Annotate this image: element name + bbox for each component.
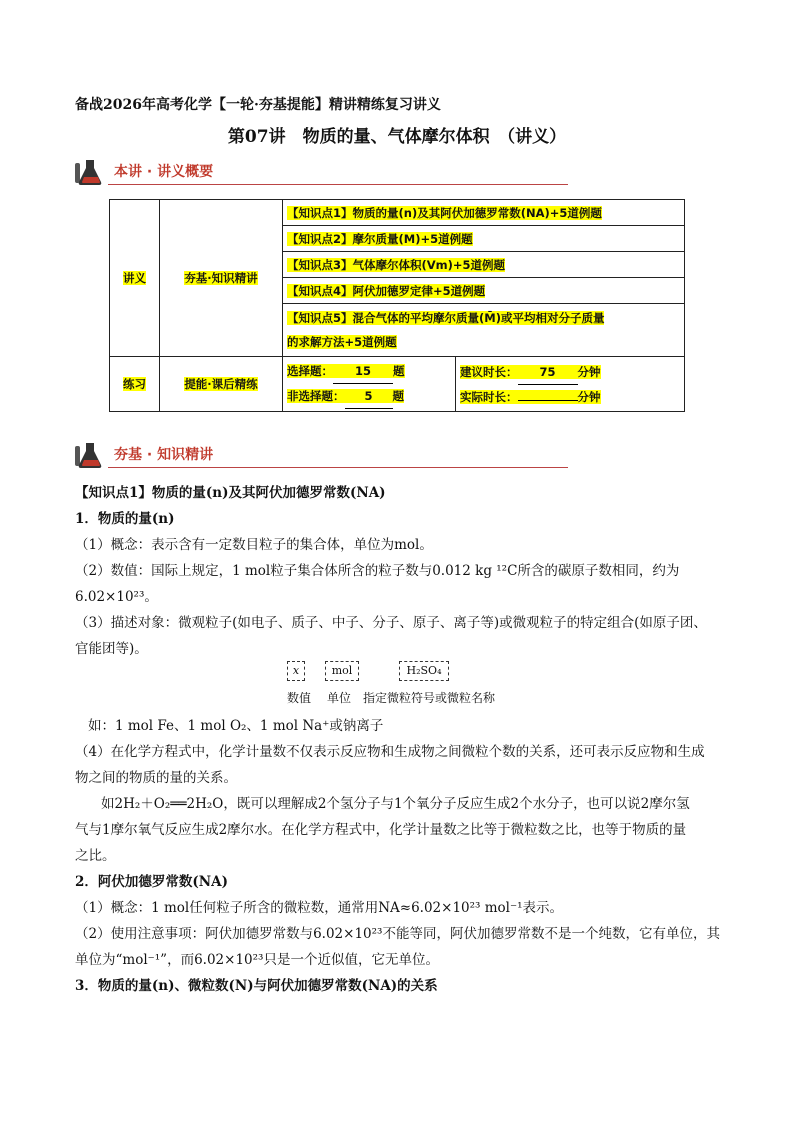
series-title: 备战2026年高考化学【一轮·夯基提能】精讲精练复习讲义 (75, 97, 441, 113)
kp3-label: 【知识点3】气体摩尔体积(Vm)+5道例题 (287, 257, 506, 272)
kp2-label: 【知识点2】摩尔质量(M)+5道例题 (287, 231, 473, 246)
group-cell (160, 200, 283, 357)
divider (108, 467, 568, 468)
kp4-label: 【知识点4】阿伏加德罗定律+5道例题 (287, 283, 486, 298)
paragraph: 官能团等)。 (75, 641, 148, 657)
actual-duration (460, 390, 601, 404)
row-label: 练习 (123, 377, 146, 391)
paragraph: 如2H₂＋O₂══2H₂O，既可以理解成2个氢分子与1个氧分子反应生成2个水分子，也可以说2摩尔氢 (101, 796, 690, 812)
particle-box: H₂SO₄ (399, 661, 449, 681)
question-count-cell (283, 357, 456, 412)
paragraph: 物之间的物质的量的关系。 (75, 770, 237, 786)
paragraph: 如：1 mol Fe、1 mol O₂、1 mol Na⁺或钠离子 (88, 718, 384, 734)
flask-icon (72, 157, 108, 187)
flask-icon (72, 440, 108, 470)
kp-cell (283, 252, 685, 278)
subheading-3: 3．物质的量(n)、微粒数(N)与阿伏加德罗常数(NA)的关系 (75, 978, 438, 994)
nonchoice-value: 5 (345, 384, 393, 409)
suggested-duration (460, 365, 601, 379)
kp-cell (283, 278, 685, 304)
section-title: 夯基 · 知识精讲 (114, 447, 214, 463)
paragraph: 之比。 (75, 848, 116, 864)
nonchoice-count (287, 389, 404, 403)
suggest-unit: 分钟 (577, 364, 601, 379)
actual-value (518, 400, 578, 401)
actual-unit: 分钟 (577, 389, 601, 404)
kp1-heading: 【知识点1】物质的量(n)及其阿伏加德罗常数(NA) (75, 485, 386, 501)
value-box: x (287, 661, 305, 681)
paragraph: （4）在化学方程式中，化学计量数不仅表示反应物和生成物之间微粒个数的关系，还可表示反应物和生成 (75, 744, 705, 760)
kp1-label: 【知识点1】物质的量(n)及其阿伏加德罗常数(NA)+5道例题 (287, 205, 602, 220)
section-header-overview (72, 157, 568, 187)
choice-unit: 题 (393, 364, 405, 378)
group-cell (160, 357, 283, 412)
suggest-label: 建议时长： (460, 364, 518, 379)
kp5-label-line2: 的求解方法+5道例题 (287, 335, 397, 349)
mol-notation-diagram (287, 661, 517, 709)
subheading-1: 1．物质的量(n) (75, 511, 175, 527)
paragraph: （3）描述对象：微观粒子(如电子、质子、中子、分子、原子、离子等)或微观粒子的特定组合(如原子团、 (75, 615, 707, 631)
kp-cell (283, 226, 685, 252)
choice-value: 15 (333, 359, 393, 384)
subheading-2: 2．阿伏加德罗常数(NA) (75, 874, 228, 890)
nonchoice-unit: 题 (392, 389, 404, 403)
unit-label: 单位 (327, 691, 352, 705)
paragraph: 6.02×10²³。 (75, 589, 158, 605)
row-label-cell (110, 200, 160, 357)
paragraph: （1）概念：1 mol任何粒子所含的微粒数，通常用NA≈6.02×10²³ mol⁻¹表示。 (75, 900, 564, 916)
kp-cell (283, 304, 685, 357)
paragraph: （1）概念：表示含有一定数目粒子的集合体，单位为mol。 (75, 537, 433, 553)
suggest-value: 75 (518, 360, 578, 385)
particle-label: 指定微粒符号或微粒名称 (363, 691, 496, 705)
unit-box: mol (325, 661, 359, 681)
overview-table (109, 199, 685, 412)
row-label-cell (110, 357, 160, 412)
group-label: 提能·课后精练 (184, 377, 258, 391)
paragraph: 气与1摩尔氧气反应生成2摩尔水。在化学方程式中，化学计量数之比等于微粒数之比，也等于物质的量 (75, 822, 687, 838)
duration-cell (456, 357, 685, 412)
content-block-2 (75, 713, 723, 999)
actual-label: 实际时长： (460, 389, 518, 404)
lecture-title: 第07讲 物质的量、气体摩尔体积 （讲义） (227, 127, 567, 147)
section-title: 本讲 · 讲义概要 (114, 164, 214, 180)
kp5-label-line1: 【知识点5】混合气体的平均摩尔质量(M̄)或平均相对分子质量 (287, 311, 605, 325)
divider (108, 184, 568, 185)
section-header-knowledge (72, 440, 568, 470)
value-label: 数值 (287, 691, 312, 705)
paragraph: （2）数值：国际上规定，1 mol粒子集合体所含的粒子数与0.012 kg ¹²C所含的碳原子数相同，约为 (75, 563, 680, 579)
paragraph: 单位为“mol⁻¹”，而6.02×10²³只是一个近似值，它无单位。 (75, 952, 439, 968)
choice-count (287, 364, 405, 378)
choice-label: 选择题： (287, 364, 333, 378)
kp-cell (283, 200, 685, 226)
paragraph: （2）使用注意事项：阿伏加德罗常数与6.02×10²³不能等同，阿伏加德罗常数不是一个纯数，它有单位，其 (75, 926, 720, 942)
group-label: 夯基·知识精讲 (184, 271, 258, 285)
row-label: 讲义 (123, 271, 146, 285)
nonchoice-label: 非选择题： (287, 389, 345, 403)
content-block-1 (75, 480, 723, 662)
